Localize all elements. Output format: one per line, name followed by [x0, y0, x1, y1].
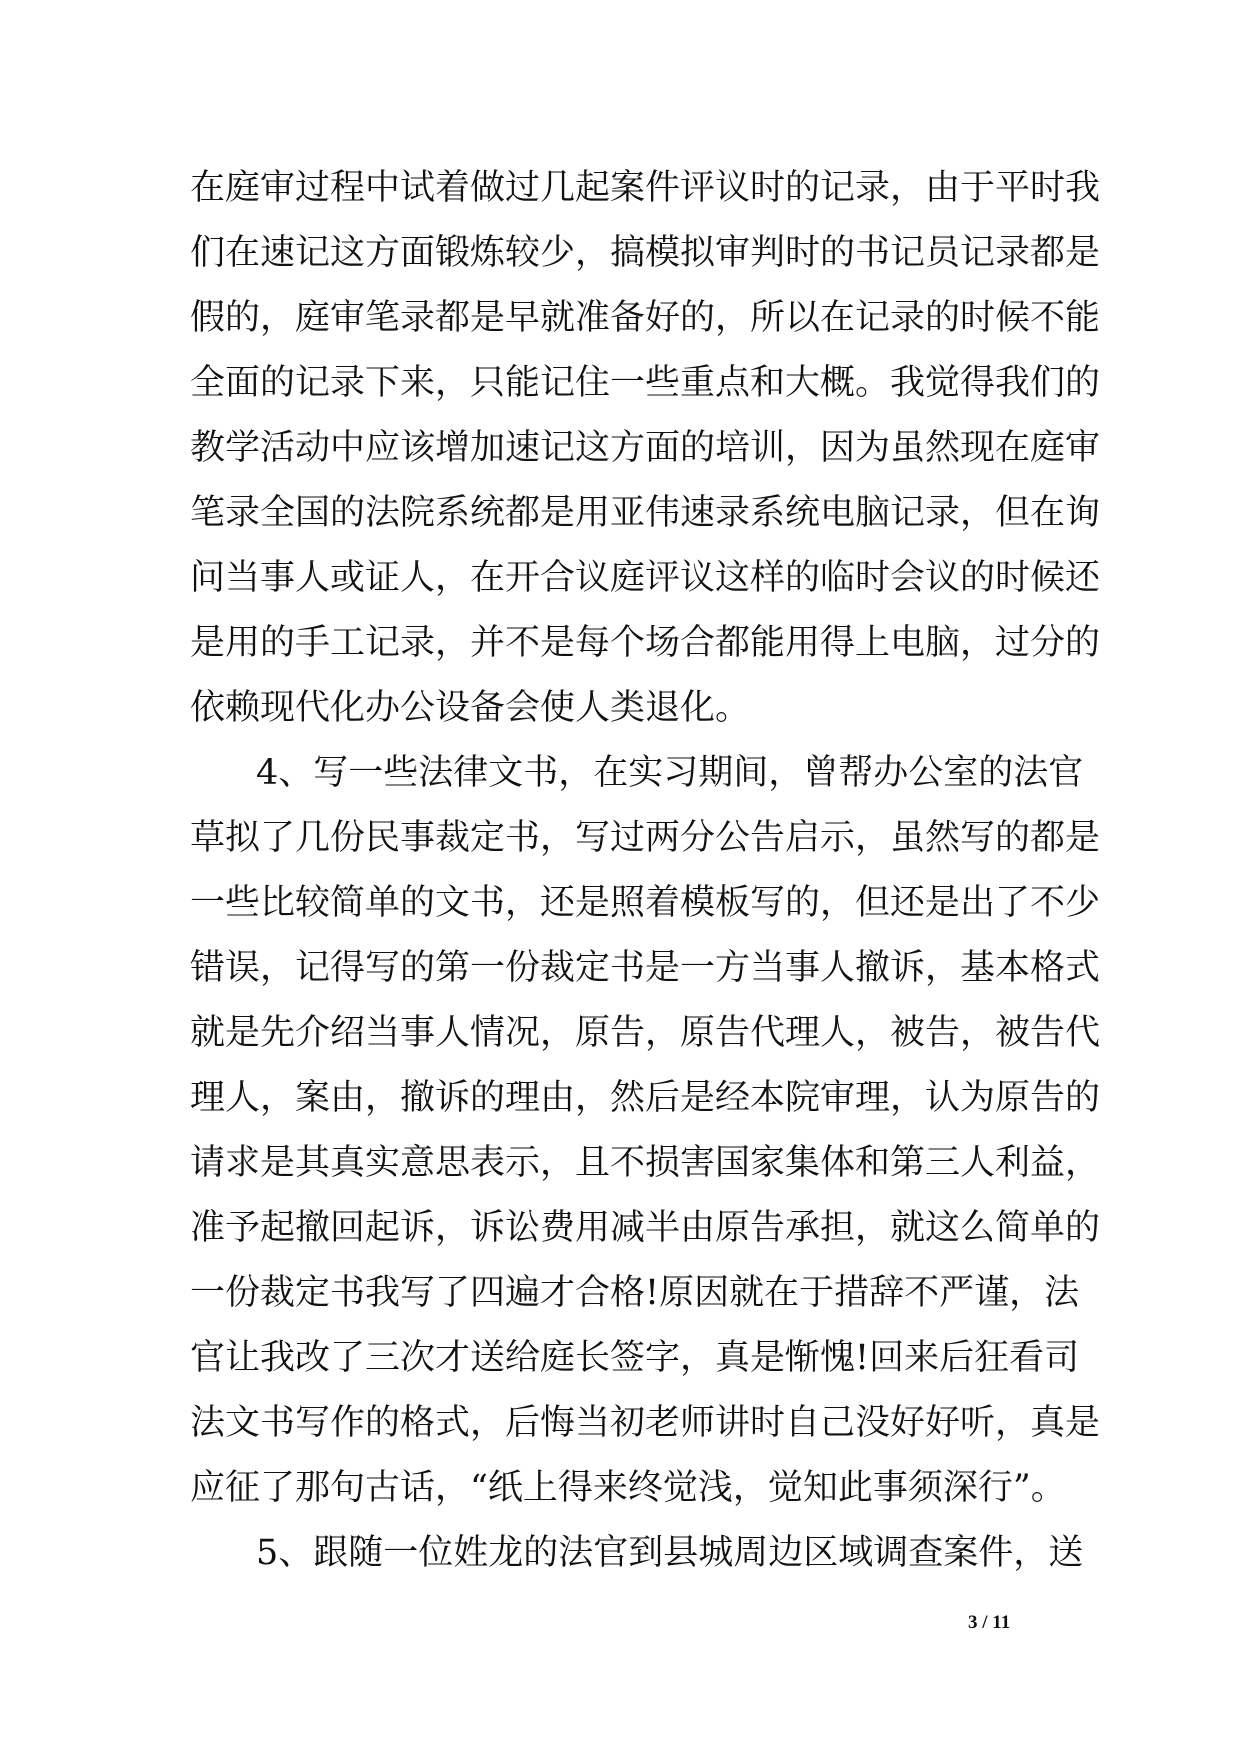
text-line: 错误，记得写的第一份裁定书是一方当事人撤诉，基本格式 [190, 948, 1101, 988]
page-number: 3 / 11 [968, 1612, 1011, 1633]
text-line: 一些比较简单的文书，还是照着模板写的，但还是出了不少 [190, 883, 1101, 923]
text-line: 全面的记录下来，只能记住一些重点和大概。我觉得我们的 [190, 363, 1101, 403]
text-line: 请求是其真实意思表示，且不损害国家集体和第三人利益， [190, 1143, 1101, 1183]
text-line: 应征了那句古话，“纸上得来终觉浅，觉知此事须深行”。 [190, 1468, 1066, 1508]
text-line: 草拟了几份民事裁定书，写过两分公告启示，虽然写的都是 [190, 818, 1101, 858]
text-line: 依赖现代化办公设备会使人类退化。 [190, 688, 751, 728]
text-line: 笔录全国的法院系统都是用亚伟速录系统电脑记录，但在询 [190, 493, 1101, 533]
text-line: 假的，庭审笔录都是早就准备好的，所以在记录的时候不能 [190, 298, 1101, 338]
text-line: 理人，案由，撤诉的理由，然后是经本院审理，认为原告的 [190, 1078, 1101, 1118]
text-line: 法文书写作的格式，后悔当初老师讲时自己没好好听，真是 [190, 1403, 1101, 1443]
text-line: 准予起撤回起诉，诉讼费用减半由原告承担，就这么简单的 [190, 1208, 1101, 1248]
text-line: 们在速记这方面锻炼较少，搞模拟审判时的书记员记录都是 [190, 233, 1101, 273]
text-line: 是用的手工记录，并不是每个场合都能用得上电脑，过分的 [190, 623, 1101, 663]
text-line: 在庭审过程中试着做过几起案件评议时的记录，由于平时我 [190, 168, 1101, 208]
text-line: 官让我改了三次才送给庭长签字，真是惭愧!回来后狂看司 [190, 1338, 1080, 1378]
text-line: 一份裁定书我写了四遍才合格!原因就在于措辞不严谨，法 [190, 1273, 1080, 1313]
text-line: 教学活动中应该增加速记这方面的培训，因为虽然现在庭审 [190, 428, 1101, 468]
body-text [190, 156, 1101, 1586]
paragraph-start-line: 4、写一些法律文书，在实习期间，曾帮办公室的法官 [256, 753, 1084, 793]
text-line: 就是先介绍当事人情况，原告，原告代理人，被告，被告代 [190, 1013, 1101, 1053]
text-line: 问当事人或证人，在开合议庭评议这样的临时会议的时候还 [190, 558, 1101, 598]
paragraph-start-line: 5、跟随一位姓龙的法官到县城周边区域调查案件，送 [256, 1533, 1084, 1573]
